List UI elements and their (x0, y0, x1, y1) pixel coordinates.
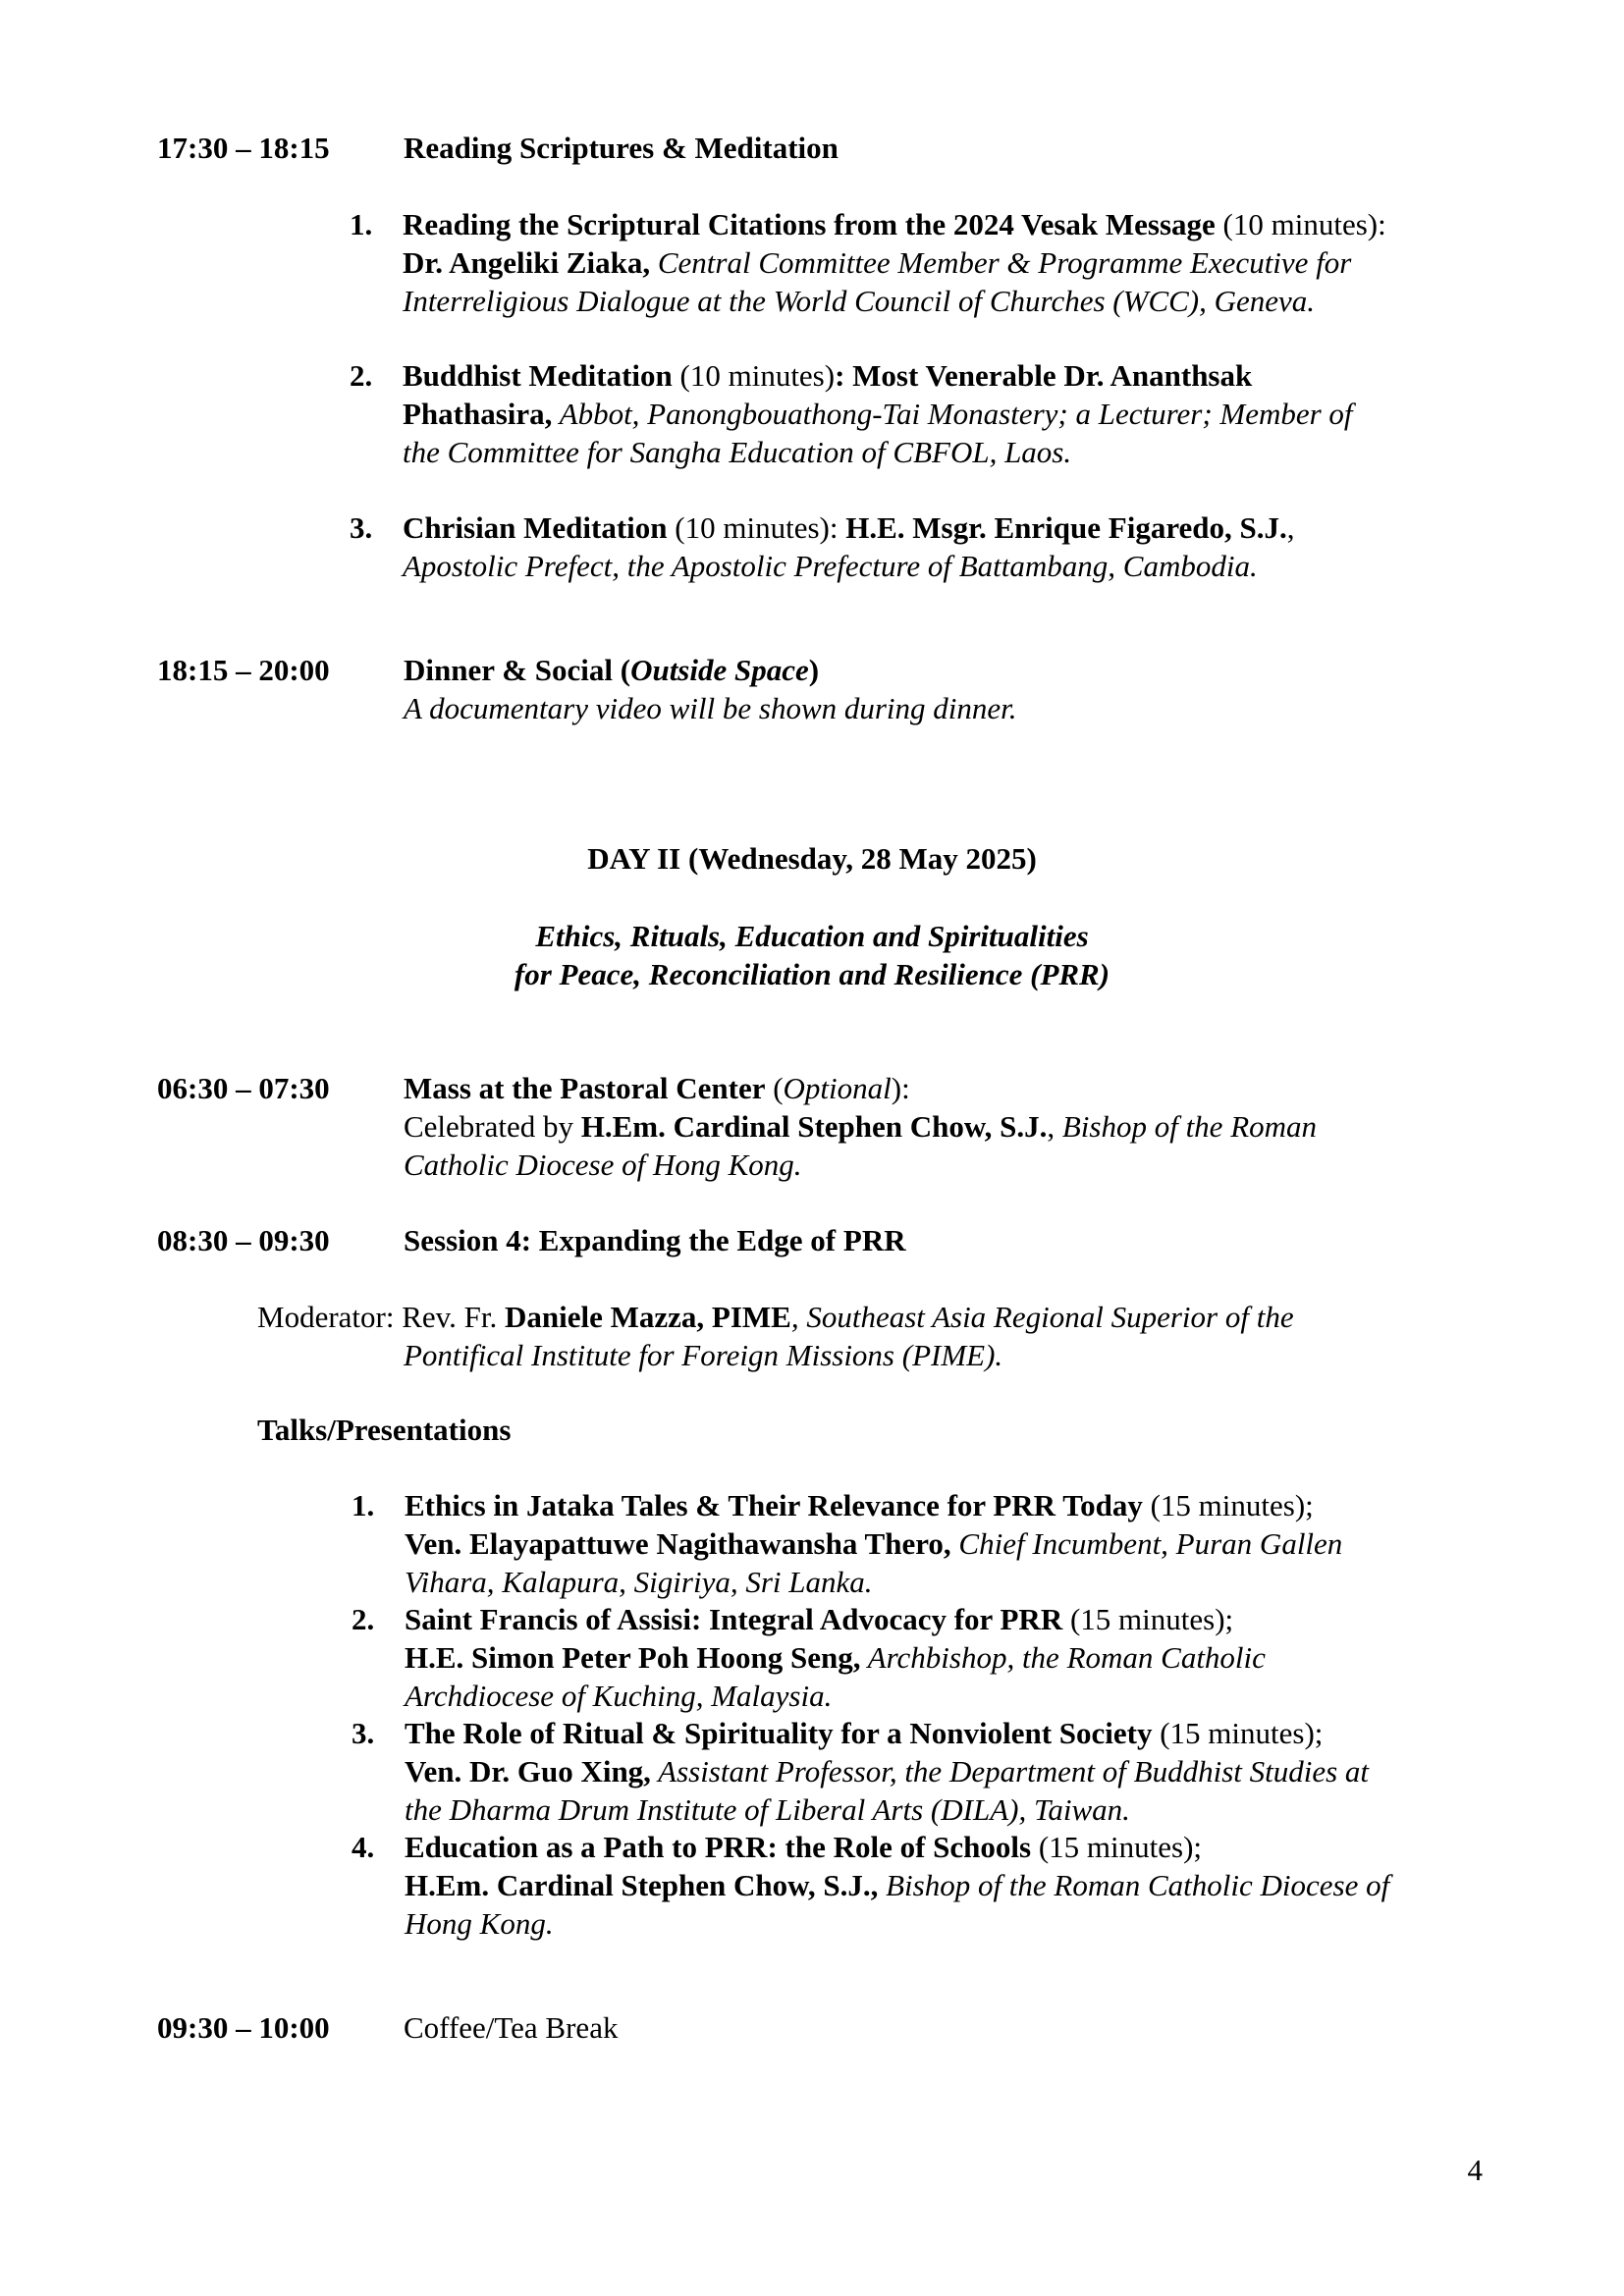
session-time: 09:30 – 10:00 (157, 2010, 330, 2045)
list-item (350, 356, 1532, 471)
item-duration: (15 minutes); (1152, 1716, 1324, 1750)
speaker-role: Archbishop, the Roman Catholic (860, 1640, 1266, 1675)
speaker-name: H.E. Msgr. Enrique Figaredo, S.J. (845, 510, 1287, 545)
speaker-role: the Dharma Drum Institute of Liberal Arts (DILA), Taiwan. (405, 1792, 1130, 1827)
item-duration: (10 minutes): (1215, 207, 1386, 241)
speaker-name: Ven. Dr. Guo Xing, (405, 1754, 651, 1789)
item-number: 2. (352, 1602, 375, 1636)
speaker-role: Chief Incumbent, Puran Gallen (950, 1526, 1343, 1561)
speaker-name: H.E. Simon Peter Poh Hoong Seng, (405, 1640, 861, 1675)
speaker-role: Vihara, Kalapura, Sigiriya, Sri Lanka. (405, 1565, 873, 1599)
session-time: 17:30 – 18:15 (157, 131, 330, 165)
item-duration: (15 minutes); (1062, 1602, 1234, 1636)
speaker-role: Central Committee Member & Programme Executive for (650, 245, 1352, 280)
page-number: 4 (1467, 2153, 1483, 2187)
item-title: Ethics in Jataka Tales & Their Relevance for PRR Today (405, 1488, 1143, 1522)
item-title: The Role of Ritual & Spirituality for a Nonviolent Society (405, 1716, 1153, 1750)
item-title: Buddhist Meditation (403, 358, 673, 393)
session-title: Reading Scriptures & Meditation (404, 131, 839, 165)
speaker-role: Bishop of the Roman Catholic Diocese of (878, 1868, 1390, 1902)
speaker-name: Dr. Angeliki Ziaka, (403, 245, 651, 280)
session-block (404, 651, 1017, 727)
speaker-role: Hong Kong. (405, 1906, 554, 1941)
session-title: Session 4: Expanding the Edge of PRR (404, 1223, 906, 1257)
speaker-name: H.Em. Cardinal Stephen Chow, S.J. (580, 1109, 1048, 1144)
session-title: Mass at the Pastoral Center (404, 1071, 766, 1105)
list-item (352, 1828, 1534, 1943)
session-title: Dinner & Social (Outside Space) (404, 653, 820, 687)
item-number: 3. (350, 510, 373, 545)
item-title: Chrisian Meditation (403, 510, 668, 545)
speaker-role: Abbot, Panongbouathong-Tai Monastery; a Lecturer; Member of (552, 397, 1353, 431)
item-number: 1. (350, 207, 373, 241)
item-duration: (15 minutes); (1031, 1830, 1203, 1864)
list-item (352, 1714, 1534, 1829)
speaker-role: the Committee for Sangha Education of CBFOL, Laos. (403, 435, 1072, 469)
speaker-name: Phathasira, (403, 397, 553, 431)
speaker-name: Ven. Elayapattuwe Nagithawansha Thero, (405, 1526, 951, 1561)
item-number: 4. (352, 1830, 375, 1864)
speaker-name: : Most Venerable Dr. Ananthsak (835, 358, 1253, 393)
list-item (352, 1600, 1534, 1715)
item-number: 3. (352, 1716, 375, 1750)
item-title: Reading the Scriptural Citations from the 2024 Vesak Message (403, 207, 1216, 241)
speaker-role: Apostolic Prefect, the Apostolic Prefecture of Battambang, Cambodia. (403, 549, 1258, 583)
list-item (352, 1486, 1534, 1601)
speaker-name: H.Em. Cardinal Stephen Chow, S.J., (405, 1868, 879, 1902)
day-theme: Ethics, Rituals, Education and Spiritualities for Peace, Reconciliation and Resilience (PRR) (514, 919, 1110, 991)
session-block: Mass at the Pastoral Center (Optional): Celebrated by H.Em. Cardinal Stephen Chow, S.J., Bishop of the Roman Catholic Diocese of Hong Kong. (404, 1071, 1318, 1182)
item-number: 2. (350, 358, 373, 393)
speaker-role: Bishop of the Roman (1055, 1109, 1318, 1144)
item-number: 1. (352, 1488, 375, 1522)
speaker-role: Interreligious Dialogue at the World Council of Churches (WCC), Geneva. (403, 284, 1316, 318)
item-duration: (10 minutes): (667, 510, 846, 545)
session-title: Coffee/Tea Break (404, 2010, 619, 2045)
session-time: 08:30 – 09:30 (157, 1223, 330, 1257)
speaker-role: Assistant Professor, the Department of Buddhist Studies at (650, 1754, 1370, 1789)
list-item (350, 205, 1532, 320)
speaker-role: Catholic Diocese of Hong Kong. (404, 1148, 802, 1182)
session-time: 18:15 – 20:00 (157, 653, 330, 687)
session-time: 06:30 – 07:30 (157, 1071, 330, 1105)
session-note: A documentary video will be shown during dinner. (404, 691, 1017, 725)
speaker-role: Archdiocese of Kuching, Malaysia. (405, 1679, 833, 1713)
item-title: Saint Francis of Assisi: Integral Advocacy for PRR (405, 1602, 1063, 1636)
item-duration: (10 minutes) (672, 358, 836, 393)
moderator: Moderator: Rev. Fr. Daniele Mazza, PIME, Southeast Asia Regional Superior of the Pontifical Institute for Foreign Missions (PIME). (257, 1300, 1294, 1372)
list-item: 3. Chrisian Meditation (10 minutes): H.E. Msgr. Enrique Figaredo, S.J., Apostolic Prefect, the Apostolic Prefecture of Battambang, Cambodia. (350, 510, 1295, 583)
item-duration: (15 minutes); (1142, 1488, 1314, 1522)
talks-heading: Talks/Presentations (257, 1413, 512, 1447)
day-heading: DAY II (Wednesday, 28 May 2025) (587, 841, 1037, 876)
moderator-name: Daniele Mazza, PIME (504, 1300, 791, 1334)
item-title: Education as a Path to PRR: the Role of Schools (405, 1830, 1032, 1864)
